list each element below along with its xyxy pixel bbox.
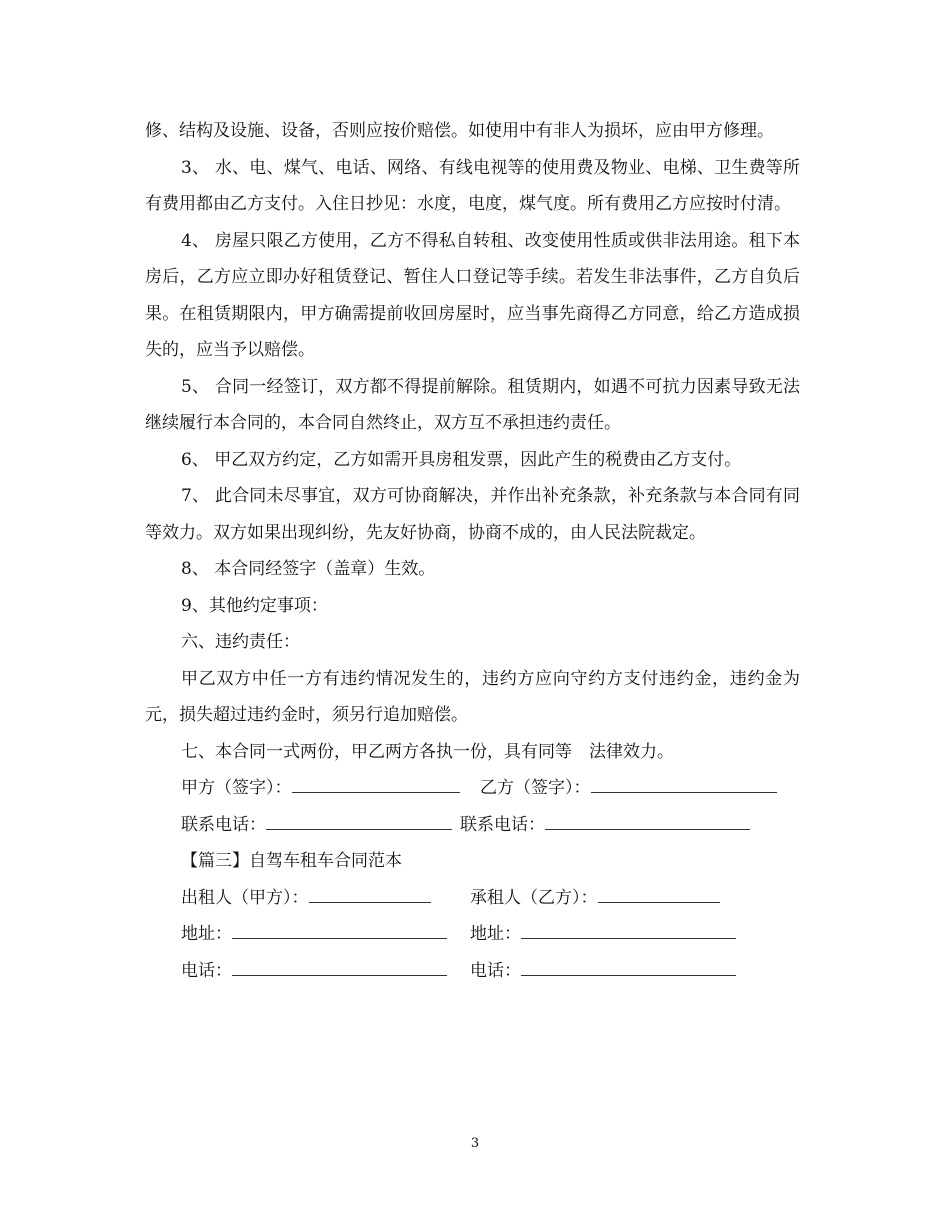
lessor-address-field[interactable] bbox=[232, 916, 447, 939]
party-b-phone-field[interactable] bbox=[545, 807, 750, 830]
contact-phone-row bbox=[145, 807, 800, 844]
lessor-field[interactable] bbox=[309, 880, 431, 903]
lessor-lessee-row bbox=[145, 880, 800, 917]
contract-body bbox=[145, 113, 800, 989]
clause-3: 3、 水、电、煤气、电话、网络、有线电视等的使用费及物业、电梯、卫生费等所有费用都由乙方支付。入住日抄见：水度，电度，煤气度。所有费用乙方应按时付清。 bbox=[145, 157, 800, 214]
party-a-sign-label: 甲方（签字）： bbox=[181, 778, 292, 798]
lessee-address-label: 地址： bbox=[470, 924, 521, 944]
address-row bbox=[145, 916, 800, 953]
party-b-sign-field[interactable] bbox=[591, 770, 777, 793]
party-a-sign-field[interactable] bbox=[292, 770, 460, 793]
lessee-phone-field[interactable] bbox=[521, 953, 736, 976]
lessor-phone-label: 电话： bbox=[181, 960, 232, 981]
page-number: 3 bbox=[470, 1136, 480, 1151]
phone-row bbox=[145, 953, 800, 990]
party-b-phone-label: 联系电话： bbox=[460, 814, 545, 835]
lessee-field[interactable] bbox=[598, 880, 720, 903]
party-a-phone-label: 联系电话： bbox=[181, 814, 266, 835]
lessee-phone-label: 电话： bbox=[470, 960, 521, 981]
lessor-address-label: 地址： bbox=[181, 924, 232, 944]
clause-7: 7、 此合同未尽事宜，双方可协商解决，并作出补充条款，补充条款与本合同有同等效力。双方如果出现纠纷，先友好协商，协商不成的，由人民法院裁定。 bbox=[145, 486, 800, 543]
clause-4: 4、 房屋只限乙方使用，乙方不得私自转租、改变使用性质或供非法用途。租下本房后，乙方应立即办好租赁登记、暂住人口登记等手续。若发生非法事件，乙方自负后果。在租赁期限内，甲方确需提前收回房屋时，应当事先商得乙方同意，给乙方造成损失的，应当予以赔偿。 bbox=[145, 230, 800, 360]
clause-8: 8、 本合同经签字（盖章）生效。 bbox=[181, 559, 436, 579]
clause-5: 5、 合同一经签订，双方都不得提前解除。租赁期内，如遇不可抗力因素导致无法继续履行本合同的，本合同自然终止，双方互不承担违约责任。 bbox=[145, 376, 800, 433]
section-heading-breach: 六、违约责任： bbox=[181, 632, 300, 652]
lessee-address-field[interactable] bbox=[521, 916, 736, 939]
lessee-label: 承租人（乙方）： bbox=[470, 887, 598, 908]
party-b-sign-label: 乙方（签字）： bbox=[480, 778, 591, 798]
paragraph-continuation: 修、结构及设施、设备，否则应按价赔偿。如使用中有非人为损坏，应由甲方修理。 bbox=[145, 121, 774, 141]
signature-row bbox=[145, 770, 800, 807]
party-a-phone-field[interactable] bbox=[266, 807, 452, 830]
clause-9: 9、其他约定事项： bbox=[181, 595, 328, 616]
clause-6: 6、 甲乙双方约定，乙方如需开具房租发票，因此产生的税费由乙方支付。 bbox=[181, 449, 742, 470]
lessor-phone-field[interactable] bbox=[232, 953, 447, 976]
section-heading-copies: 七、本合同一式两份，甲乙两方各执一份，具有同等 法律效力。 bbox=[181, 741, 674, 762]
lessor-label: 出租人（甲方）： bbox=[181, 887, 309, 908]
breach-liability-text: 甲乙双方中任一方有违约情况发生的，违约方应向守约方支付违约金，违约金为元，损失超过违约金时，须另行追加赔偿。 bbox=[145, 668, 800, 725]
section-title-self-drive: 【篇三】自驾车租车合同范本 bbox=[181, 851, 402, 871]
